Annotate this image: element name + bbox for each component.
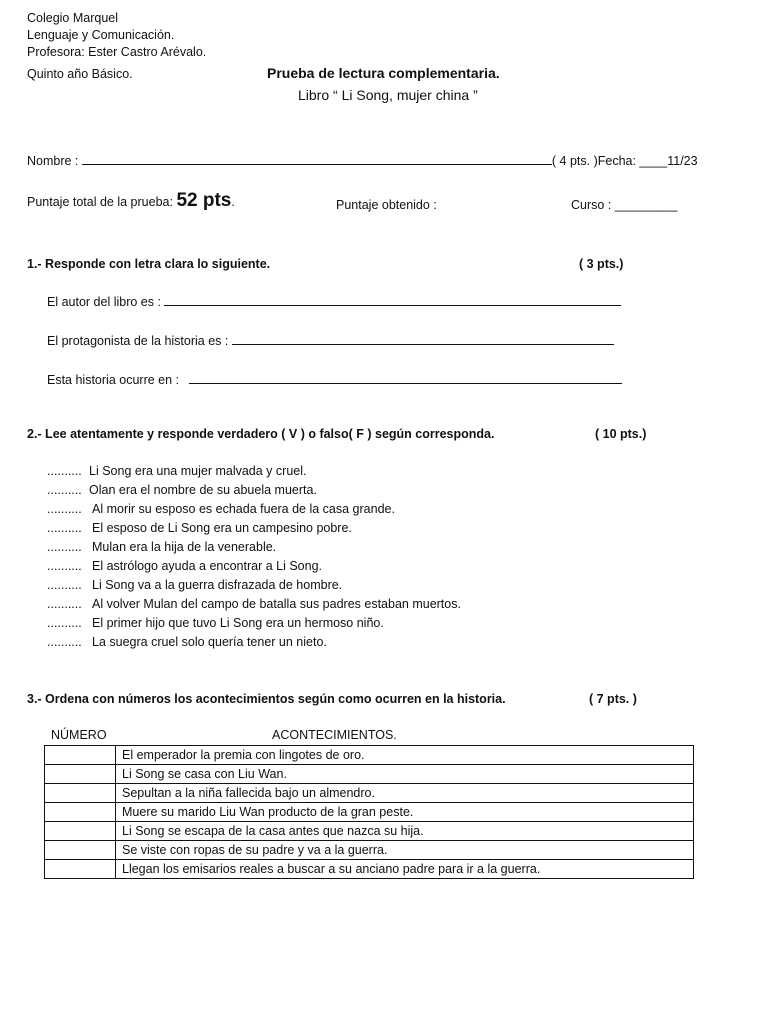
event-cell: El emperador la premia con lingotes de oro. bbox=[116, 746, 694, 765]
true-false-item[interactable] bbox=[47, 578, 342, 592]
answer-blank[interactable]: .......... bbox=[47, 521, 82, 535]
setting-blank[interactable] bbox=[189, 371, 622, 384]
table-row bbox=[45, 822, 694, 841]
order-number-cell[interactable] bbox=[45, 765, 116, 784]
column-header-number: NÚMERO bbox=[51, 728, 107, 742]
table-row bbox=[45, 860, 694, 879]
table-row bbox=[45, 746, 694, 765]
author-question[interactable] bbox=[47, 293, 621, 309]
event-cell: Li Song se casa con Liu Wan. bbox=[116, 765, 694, 784]
statement-text: El astrólogo ayuda a encontrar a Li Song. bbox=[92, 559, 323, 573]
table-row bbox=[45, 784, 694, 803]
order-number-cell[interactable] bbox=[45, 803, 116, 822]
events-table bbox=[44, 745, 694, 879]
section2-title: 2.- Lee atentamente y responde verdadero ( V ) o falso( F ) según corresponda. bbox=[27, 427, 495, 441]
name-blank[interactable] bbox=[82, 152, 552, 165]
table-row bbox=[45, 765, 694, 784]
statement-text: Li Song era una mujer malvada y cruel. bbox=[89, 464, 307, 478]
order-number-cell[interactable] bbox=[45, 784, 116, 803]
author-label: El autor del libro es : bbox=[47, 295, 161, 309]
name-field[interactable] bbox=[27, 152, 698, 168]
statement-text: Al morir su esposo es echada fuera de la casa grande. bbox=[92, 502, 395, 516]
answer-blank[interactable]: .......... bbox=[47, 578, 82, 592]
total-score-value: 52 pts bbox=[176, 190, 232, 211]
section1-title: 1.- Responde con letra clara lo siguiente. bbox=[27, 257, 271, 271]
answer-blank[interactable]: .......... bbox=[47, 483, 82, 497]
name-points-date: ( 4 pts. )Fecha: ____11/23 bbox=[551, 154, 698, 168]
statement-text: La suegra cruel solo quería tener un nieto. bbox=[92, 635, 327, 649]
page-subtitle: Libro “ Li Song, mujer china ” bbox=[298, 87, 478, 103]
answer-blank[interactable]: .......... bbox=[47, 502, 82, 516]
true-false-item[interactable] bbox=[47, 559, 322, 573]
column-header-events: ACONTECIMIENTOS. bbox=[272, 728, 397, 742]
statement-text: Olan era el nombre de su abuela muerta. bbox=[89, 483, 317, 497]
true-false-item[interactable] bbox=[47, 597, 461, 611]
table-row bbox=[45, 841, 694, 860]
order-number-cell[interactable] bbox=[45, 822, 116, 841]
answer-blank[interactable]: .......... bbox=[47, 540, 82, 554]
statement-text: Mulan era la hija de la venerable. bbox=[92, 540, 277, 554]
order-number-cell[interactable] bbox=[45, 860, 116, 879]
event-cell: Muere su marido Liu Wan producto de la gran peste. bbox=[116, 803, 694, 822]
statement-text: Al volver Mulan del campo de batalla sus padres estaban muertos. bbox=[92, 597, 461, 611]
author-blank[interactable] bbox=[164, 293, 621, 306]
event-cell: Li Song se escapa de la casa antes que nazca su hija. bbox=[116, 822, 694, 841]
course-field[interactable]: Curso : _________ bbox=[571, 198, 678, 212]
answer-blank[interactable]: .......... bbox=[47, 635, 82, 649]
true-false-item[interactable] bbox=[47, 464, 306, 478]
section2-points: ( 10 pts.) bbox=[595, 427, 647, 441]
school-name: Colegio Marquel bbox=[27, 11, 119, 25]
statement-text: El primer hijo que tuvo Li Song era un hermoso niño. bbox=[92, 616, 384, 630]
protagonist-question[interactable] bbox=[47, 332, 614, 348]
table-row bbox=[45, 803, 694, 822]
protagonist-label: El protagonista de la historia es : bbox=[47, 334, 229, 348]
answer-blank[interactable]: .......... bbox=[47, 559, 82, 573]
event-cell: Llegan los emisarios reales a buscar a su anciano padre para ir a la guerra. bbox=[116, 860, 694, 879]
true-false-item[interactable] bbox=[47, 483, 317, 497]
event-cell: Sepultan a la niña fallecida bajo un almendro. bbox=[116, 784, 694, 803]
true-false-item[interactable] bbox=[47, 635, 327, 649]
true-false-item[interactable] bbox=[47, 616, 384, 630]
answer-blank[interactable]: .......... bbox=[47, 616, 82, 630]
total-score bbox=[27, 190, 235, 212]
event-cell: Se viste con ropas de su padre y va a la guerra. bbox=[116, 841, 694, 860]
true-false-item[interactable] bbox=[47, 502, 395, 516]
total-score-suffix: . bbox=[231, 195, 235, 209]
total-score-label: Puntaje total de la prueba: bbox=[27, 195, 173, 209]
obtained-score-label: Puntaje obtenido : bbox=[336, 198, 437, 212]
grade-label: Quinto año Básico. bbox=[27, 67, 133, 81]
true-false-item[interactable] bbox=[47, 540, 276, 554]
answer-blank[interactable]: .......... bbox=[47, 597, 82, 611]
setting-question[interactable] bbox=[47, 371, 622, 387]
order-number-cell[interactable] bbox=[45, 746, 116, 765]
order-number-cell[interactable] bbox=[45, 841, 116, 860]
statement-text: Li Song va a la guerra disfrazada de hombre. bbox=[92, 578, 343, 592]
section3-title: 3.- Ordena con números los acontecimientos según como ocurren en la historia. bbox=[27, 692, 506, 706]
true-false-item[interactable] bbox=[47, 521, 352, 535]
section1-points: ( 3 pts.) bbox=[579, 257, 624, 271]
subject-name: Lenguaje y Comunicación. bbox=[27, 28, 175, 42]
name-label: Nombre : bbox=[27, 154, 79, 168]
section3-points: ( 7 pts. ) bbox=[589, 692, 637, 706]
answer-blank[interactable]: .......... bbox=[47, 464, 82, 478]
statement-text: El esposo de Li Song era un campesino pobre. bbox=[92, 521, 352, 535]
page-title: Prueba de lectura complementaria. bbox=[267, 65, 500, 81]
teacher-name: Profesora: Ester Castro Arévalo. bbox=[27, 45, 207, 59]
protagonist-blank[interactable] bbox=[232, 332, 614, 345]
setting-label: Esta historia ocurre en : bbox=[47, 373, 180, 387]
